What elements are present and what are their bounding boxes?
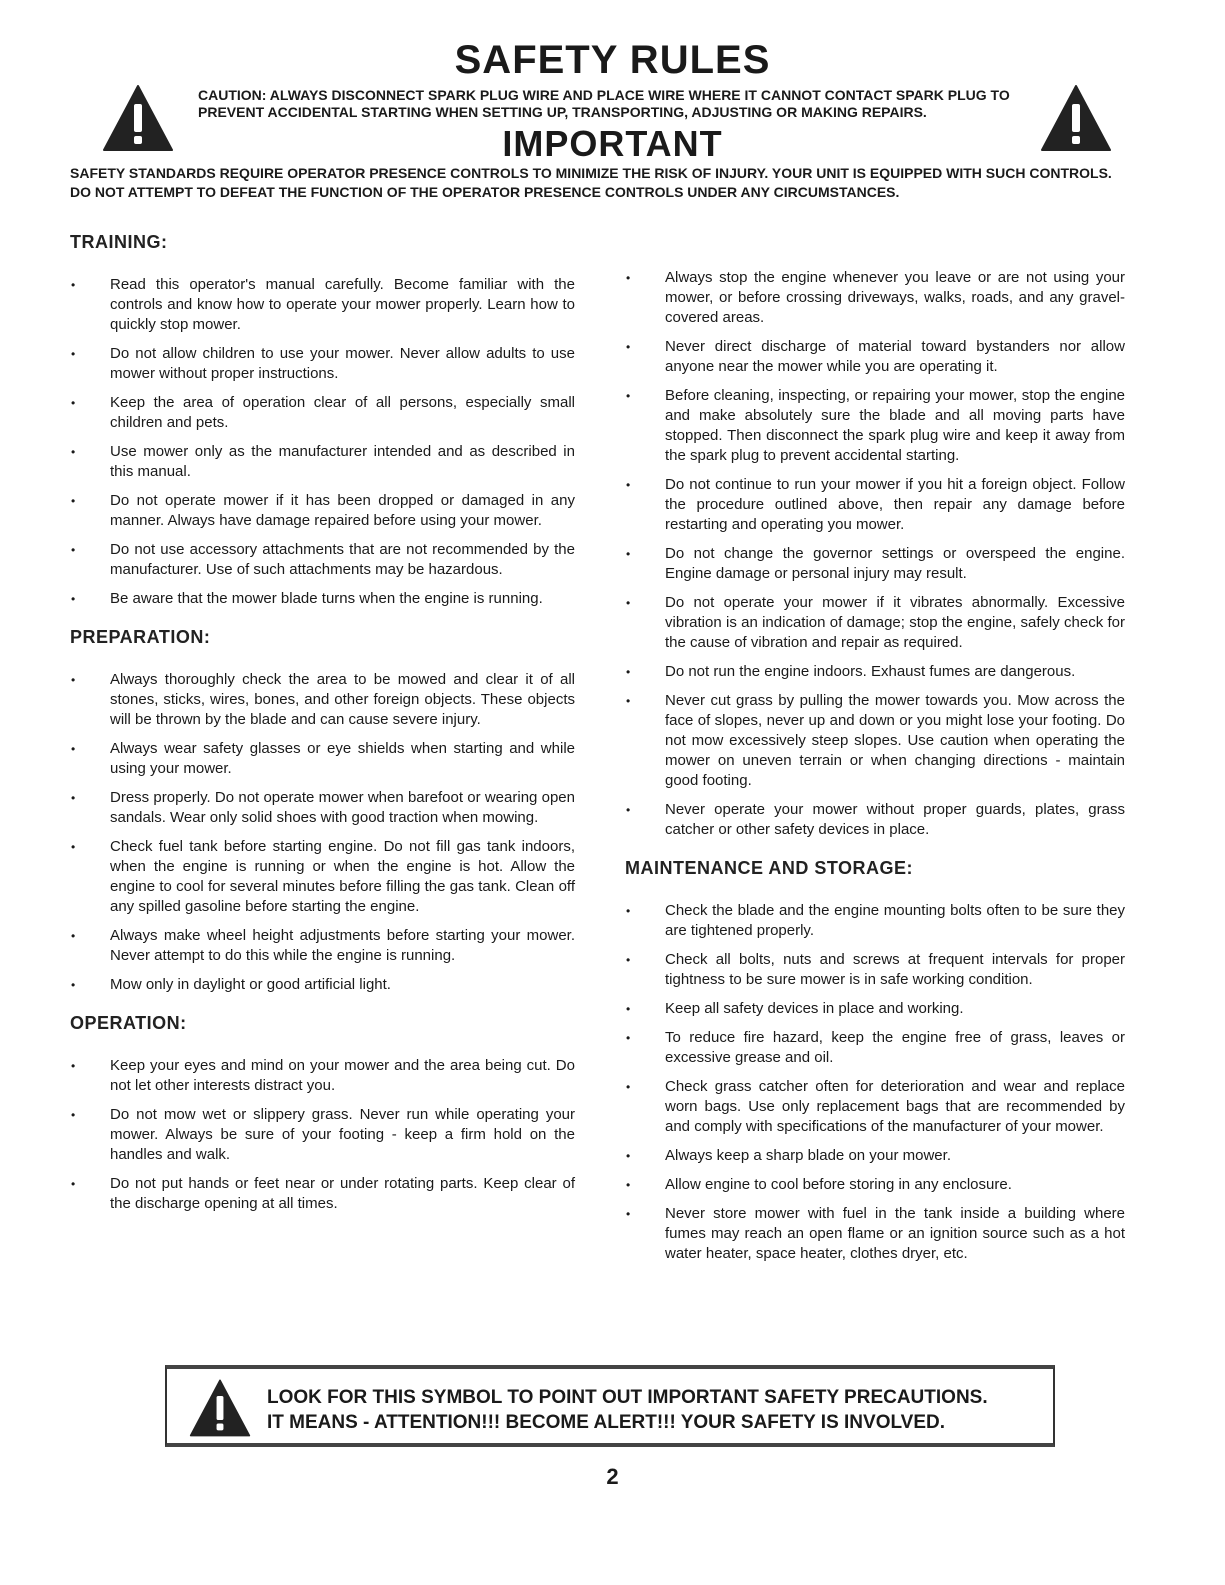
list-item: • Mow only in daylight or good artificial light. <box>70 975 575 995</box>
list-item: • To reduce fire hazard, keep the engine free of grass, leaves or excessive grease and oil. <box>625 1028 1125 1068</box>
list-item: • Never store mower with fuel in the tank inside a building where fumes may reach an open flame or an ignition source such as a hot water heater, space heater, clothes dryer, etc. <box>625 1204 1125 1264</box>
list-item: • Always make wheel height adjustments before starting your mower. Never attempt to do this while the engine is running. <box>70 926 575 966</box>
list-item: • Keep the area of operation clear of all persons, especially small children and pets. <box>70 393 575 433</box>
important-heading: IMPORTANT <box>502 123 723 164</box>
safety-notice-box <box>165 1365 1055 1447</box>
list-item: • Dress properly. Do not operate mower when barefoot or wearing open sandals. Wear only solid shoes with good traction when mowing. <box>70 788 575 828</box>
preparation-list <box>70 670 575 995</box>
list-item: • Always keep a sharp blade on your mower. <box>625 1146 1125 1166</box>
notice-line-2: IT MEANS - ATTENTION!!! BECOME ALERT!!! YOUR SAFETY IS INVOLVED. <box>267 1412 946 1433</box>
list-item: • Do not put hands or feet near or under rotating parts. Keep clear of the discharge opening at all times. <box>70 1174 575 1214</box>
training-list <box>70 275 575 609</box>
maintenance-heading: MAINTENANCE AND STORAGE: <box>625 858 914 878</box>
list-item: • Do not operate your mower if it vibrates abnormally. Excessive vibration is an indication of damage; stop the engine, safely check for the cause of vibration and repair as required. <box>625 593 1125 653</box>
page-number: 2 <box>606 1464 619 1489</box>
list-item: • Do not change the governor settings or overspeed the engine. Engine damage or personal injury may result. <box>625 544 1125 584</box>
list-item: • Always stop the engine whenever you leave or are not using your mower, or before crossing driveways, walks, roads, and any gravel-covered areas. <box>625 268 1125 328</box>
list-item: • Read this operator's manual carefully. Become familiar with the controls and know how to operate your mower properly. Learn how to quickly stop mower. <box>70 275 575 335</box>
list-item: • Check grass catcher often for deterioration and wear and replace worn bags. Use only replacement bags that are recommended by and comply with specifications of the manufacturer of your mower. <box>625 1077 1125 1137</box>
list-item: • Keep all safety devices in place and working. <box>625 999 1125 1019</box>
list-item: • Check the blade and the engine mounting bolts often to be sure they are tightened properly. <box>625 901 1125 941</box>
list-item: • Keep your eyes and mind on your mower and the area being cut. Do not let other interests distract you. <box>70 1056 575 1096</box>
list-item: • Do not continue to run your mower if you hit a foreign object. Follow the procedure outlined above, then repair any damage before restarting and operating you mower. <box>625 475 1125 535</box>
list-item: • Check all bolts, nuts and screws at frequent intervals for proper tightness to be sure mower is in safe working condition. <box>625 950 1125 990</box>
training-heading: TRAINING: <box>70 232 168 252</box>
list-item: • Do not mow wet or slippery grass. Never run while operating your mower. Always be sure of your footing - keep a firm hold on the handles and walk. <box>70 1105 575 1165</box>
left-column <box>70 232 575 1223</box>
page-title: SAFETY RULES <box>454 38 771 82</box>
operation-heading: OPERATION: <box>70 1013 187 1033</box>
list-item: • Always thoroughly check the area to be mowed and clear it of all stones, sticks, wires, bones, and other foreign objects. These objects will be thrown by the blade and can cause severe injury. <box>70 670 575 730</box>
list-item: • Use mower only as the manufacturer intended and as described in this manual. <box>70 442 575 482</box>
list-item: • Allow engine to cool before storing in any enclosure. <box>625 1175 1125 1195</box>
maintenance-list <box>625 901 1125 1264</box>
list-item: • Do not use accessory attachments that are not recommended by the manufacturer. Use of such attachments may be hazardous. <box>70 540 575 580</box>
notice-text <box>267 1385 988 1435</box>
operation-list-continued <box>625 268 1125 840</box>
list-item: • Before cleaning, inspecting, or repairing your mower, stop the engine and make absolutely sure the blade and all moving parts have stopped. Then disconnect the spark plug wire and keep it away from the spark plug to prevent accidental starting. <box>625 386 1125 466</box>
preparation-heading: PREPARATION: <box>70 627 211 647</box>
warning-triangle-icon <box>189 1377 251 1439</box>
notice-line-1: LOOK FOR THIS SYMBOL TO POINT OUT IMPORTANT SAFETY PRECAUTIONS. <box>267 1387 988 1408</box>
caution-text: CAUTION: ALWAYS DISCONNECT SPARK PLUG WIRE AND PLACE WIRE WHERE IT CANNOT CONTACT SPARK PLUG TO PREVENT ACCIDENTAL STARTING WHEN SETTING UP, TRANSPORTING, ADJUSTING OR MAKING REPAIRS. <box>198 87 1010 120</box>
list-item: • Never cut grass by pulling the mower towards you. Mow across the face of slopes, never up and down or you might lose your footing. Do not mow excessively steep slopes. Use caution when operating the mower on uneven terrain or when changing directions - maintain good footing. <box>625 691 1125 791</box>
list-item: • Never operate your mower without proper guards, plates, grass catcher or other safety devices in place. <box>625 800 1125 840</box>
list-item: • Do not operate mower if it has been dropped or damaged in any manner. Always have damage repaired before using your mower. <box>70 491 575 531</box>
operation-list <box>70 1056 575 1214</box>
right-column <box>625 268 1125 1273</box>
list-item: • Check fuel tank before starting engine. Do not fill gas tank indoors, when the engine is running or when the engine is hot. Allow the engine to cool for several minutes before filling the gas tank. Clean off any spilled gasoline before starting the engine. <box>70 837 575 917</box>
list-item: • Never direct discharge of material toward bystanders nor allow anyone near the mower while you are operating it. <box>625 337 1125 377</box>
list-item: • Do not allow children to use your mower. Never allow adults to use mower without proper instructions. <box>70 344 575 384</box>
list-item: • Be aware that the mower blade turns when the engine is running. <box>70 589 575 609</box>
list-item: • Always wear safety glasses or eye shields when starting and while using your mower. <box>70 739 575 779</box>
standards-text: SAFETY STANDARDS REQUIRE OPERATOR PRESENCE CONTROLS TO MINIMIZE THE RISK OF INJURY. YOUR UNIT IS EQUIPPED WITH SUCH CONTROLS. DO NOT ATTEMPT TO DEFEAT THE FUNCTION OF THE OPERATOR PRESENCE CONTROLS UNDER ANY CIRCUMSTANCES. <box>70 165 1112 200</box>
list-item: • Do not run the engine indoors. Exhaust fumes are dangerous. <box>625 662 1125 682</box>
